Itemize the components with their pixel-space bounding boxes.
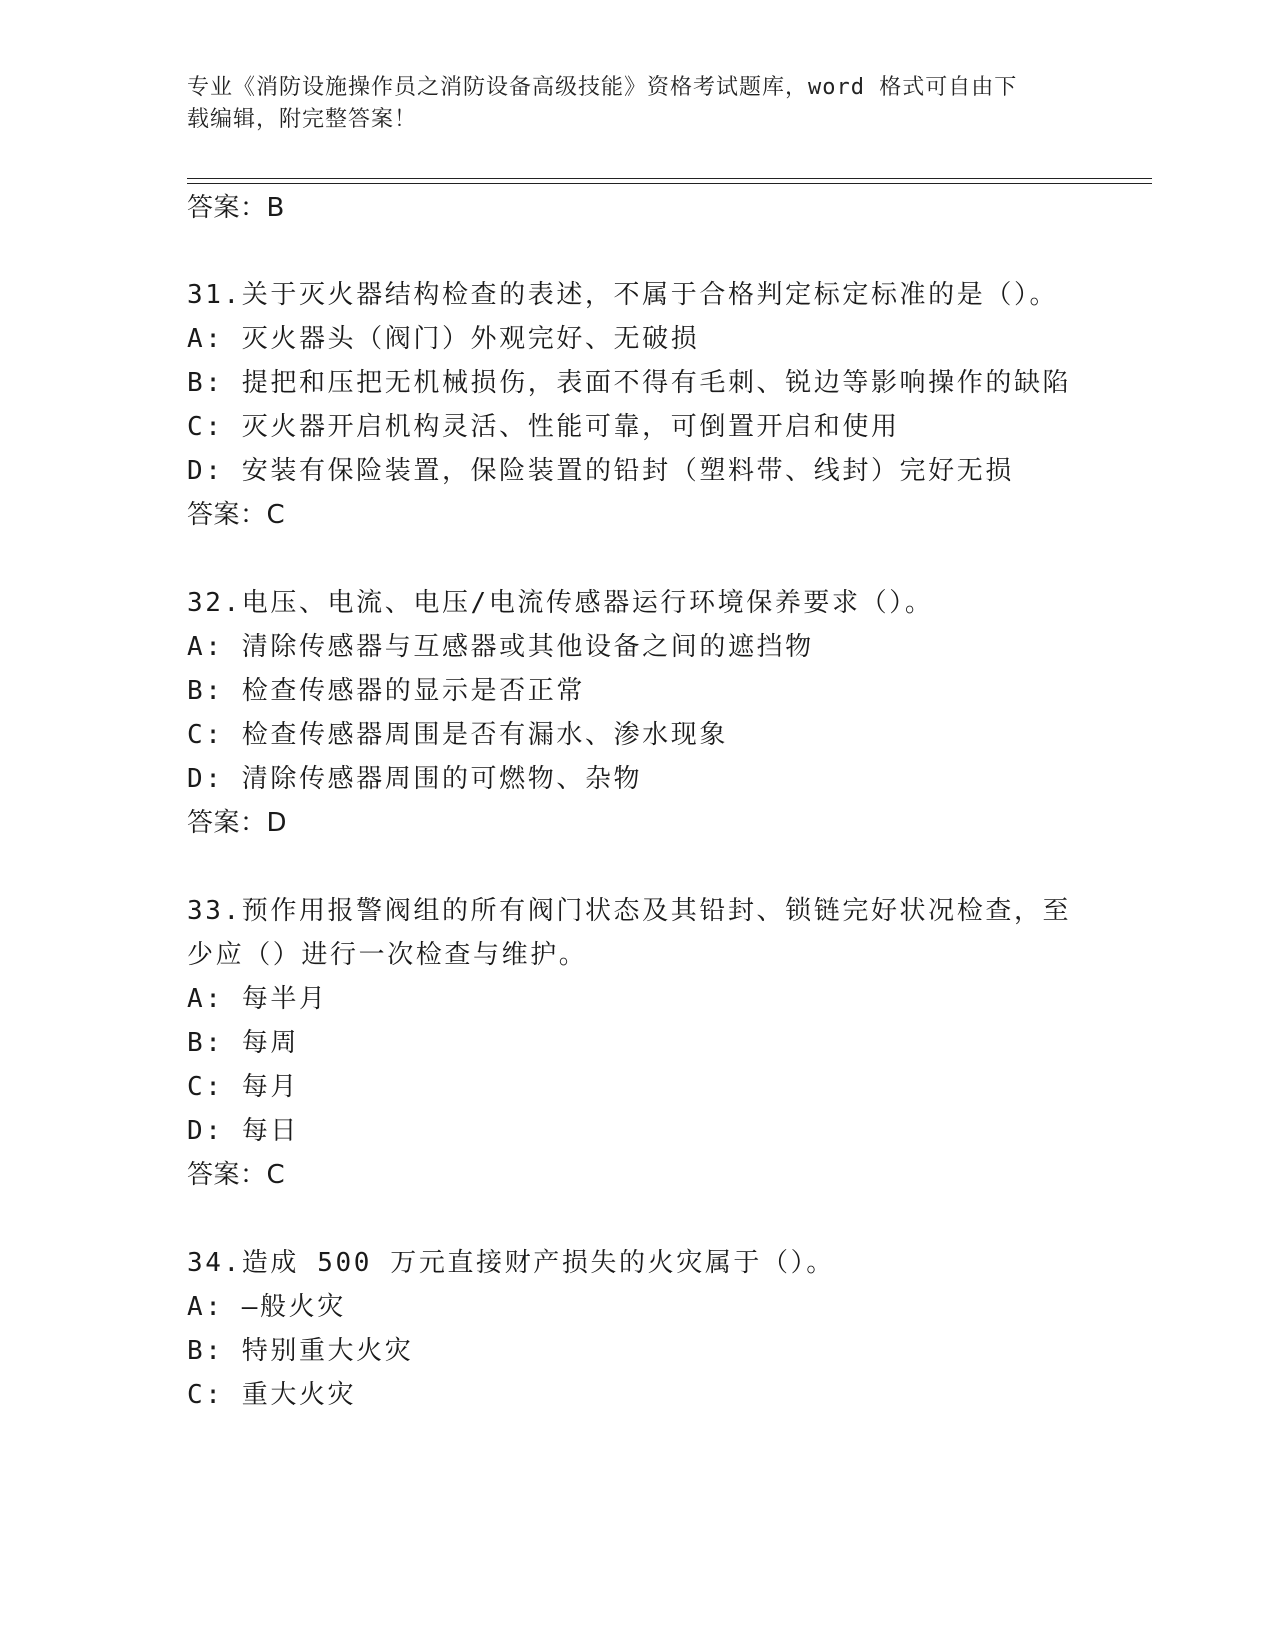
question-33-line-1: 33.预作用报警阀组的所有阀门状态及其铅封、锁链完好状况检查，至 — [187, 896, 1072, 926]
option-31-c: C: 灭火器开启机构灵活、性能可靠，可倒置开启和使用 — [187, 412, 900, 442]
option-31-b: B: 提把和压把无机械损伤，表面不得有毛刺、锐边等影响操作的缺陷 — [187, 368, 1072, 398]
question-32: 32.电压、电流、电压/电流传感器运行环境保养要求（）。 — [187, 588, 934, 618]
option-32-b: B: 检查传感器的显示是否正常 — [187, 676, 585, 706]
question-31: 31.关于灭火器结构检查的表述，不属于合格判定标定标准的是（）。 — [187, 280, 1059, 310]
header-divider-top — [187, 178, 1152, 179]
option-34-b: B: 特别重大火灾 — [187, 1336, 414, 1366]
question-33-line-2: 少应（）进行一次检查与维护。 — [187, 940, 588, 970]
option-34-c: C: 重大火灾 — [187, 1380, 357, 1410]
option-33-b: B: 每周 — [187, 1028, 299, 1058]
option-33-d: D: 每日 — [187, 1116, 299, 1146]
option-32-d: D: 清除传感器周围的可燃物、杂物 — [187, 764, 643, 794]
option-31-d: D: 安装有保险装置，保险装置的铅封（塑料带、线封）完好无损 — [187, 456, 1014, 486]
header-divider-bottom — [187, 183, 1152, 184]
document-header — [187, 72, 1067, 136]
option-33-c: C: 每月 — [187, 1072, 299, 1102]
option-32-c: C: 检查传感器周围是否有漏水、渗水现象 — [187, 720, 728, 750]
answer-q32: 答案：D — [187, 808, 288, 838]
option-32-a: A: 清除传感器与互感器或其他设备之间的遮挡物 — [187, 632, 814, 662]
answer-q31: 答案：C — [187, 500, 286, 530]
answer-q30: 答案：B — [187, 193, 285, 223]
header-line-1: 专业《消防设施操作员之消防设备高级技能》资格考试题库，word 格式可自由下 — [187, 75, 1018, 100]
answer-q33: 答案：C — [187, 1160, 286, 1190]
header-line-2: 载编辑，附完整答案！ — [187, 107, 418, 132]
option-33-a: A: 每半月 — [187, 984, 328, 1014]
option-34-a: A: —般火灾 — [187, 1292, 346, 1322]
option-31-a: A: 灭火器头（阀门）外观完好、无破损 — [187, 324, 700, 354]
question-34: 34.造成 500 万元直接财产损失的火灾属于（）。 — [187, 1248, 835, 1278]
